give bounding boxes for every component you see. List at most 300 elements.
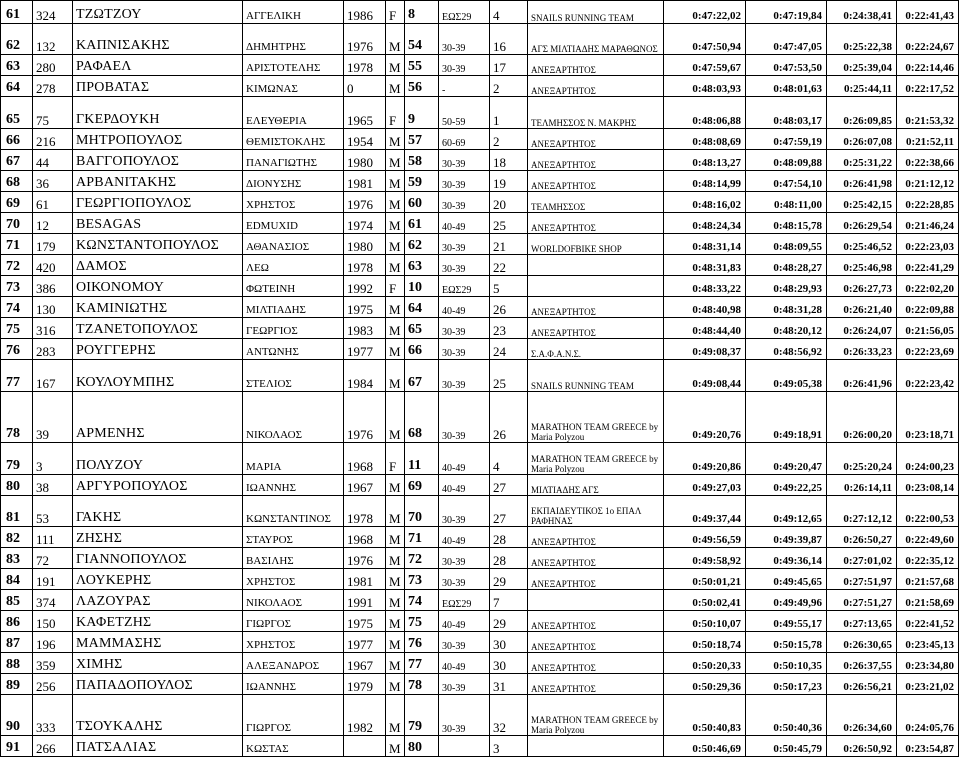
- split-2-cell: 0:23:45,13: [897, 632, 959, 653]
- firstname-cell: ΧΡΗΣΤΟΣ: [243, 192, 344, 213]
- split-2-cell: 0:21:12,12: [897, 171, 959, 192]
- net-time-cell: 0:49:55,17: [746, 611, 827, 632]
- birth-year-cell: 0: [344, 76, 386, 97]
- split-2-cell: 0:23:34,80: [897, 653, 959, 674]
- age-group-position-cell: 22: [490, 255, 528, 276]
- split-1-cell: 0:25:44,11: [827, 76, 897, 97]
- category-position-cell: 10: [405, 276, 439, 297]
- position-cell: 89: [1, 674, 33, 695]
- bib-cell: 278: [33, 76, 73, 97]
- split-1-cell: 0:27:01,02: [827, 548, 897, 569]
- firstname-cell: ΙΩΑΝΝΗΣ: [243, 475, 344, 496]
- position-cell: 67: [1, 150, 33, 171]
- category-position-cell: 66: [405, 339, 439, 360]
- gun-time-cell: 0:50:40,83: [664, 695, 746, 736]
- surname-cell: ΓΚΕΡΔΟΥΚΗ: [73, 97, 243, 129]
- firstname-cell: ΣΤΕΛΙΟΣ: [243, 360, 344, 392]
- category-position-cell: 59: [405, 171, 439, 192]
- age-group-cell: [439, 736, 490, 757]
- gun-time-cell: 0:50:02,41: [664, 590, 746, 611]
- position-cell: 91: [1, 736, 33, 757]
- firstname-cell: ΣΤΑΥΡΟΣ: [243, 527, 344, 548]
- split-2-cell: 0:22:14,46: [897, 55, 959, 76]
- table-row: [1, 736, 959, 757]
- net-time-cell: 0:49:20,47: [746, 443, 827, 475]
- net-time-cell: 0:47:53,50: [746, 55, 827, 76]
- sex-cell: M: [386, 339, 405, 360]
- table-row: [1, 276, 959, 297]
- sex-cell: M: [386, 192, 405, 213]
- birth-year-cell: 1976: [344, 392, 386, 443]
- gun-time-cell: 0:49:56,59: [664, 527, 746, 548]
- age-group-position-cell: 24: [490, 339, 528, 360]
- age-group-position-cell: 4: [490, 1, 528, 24]
- category-position-cell: 73: [405, 569, 439, 590]
- table-row: [1, 569, 959, 590]
- category-position-cell: 72: [405, 548, 439, 569]
- gun-time-cell: 0:50:18,74: [664, 632, 746, 653]
- category-position-cell: 77: [405, 653, 439, 674]
- split-2-cell: 0:23:18,71: [897, 392, 959, 443]
- bib-cell: 111: [33, 527, 73, 548]
- position-cell: 62: [1, 24, 33, 55]
- surname-cell: ΡΑΦΑΕΛ: [73, 55, 243, 76]
- club-cell: ΑΓΣ ΜΙΛΤΙΑΔΗΣ ΜΑΡΑΘΩΝΟΣ: [528, 24, 664, 55]
- age-group-position-cell: 32: [490, 695, 528, 736]
- gun-time-cell: 0:50:10,07: [664, 611, 746, 632]
- category-position-cell: 60: [405, 192, 439, 213]
- net-time-cell: 0:50:45,79: [746, 736, 827, 757]
- position-cell: 87: [1, 632, 33, 653]
- table-row: [1, 76, 959, 97]
- position-cell: 68: [1, 171, 33, 192]
- age-group-position-cell: 26: [490, 392, 528, 443]
- table-row: [1, 695, 959, 736]
- age-group-position-cell: 2: [490, 76, 528, 97]
- gun-time-cell: 0:49:20,76: [664, 392, 746, 443]
- birth-year-cell: 1976: [344, 24, 386, 55]
- age-group-cell: -: [439, 76, 490, 97]
- split-2-cell: 0:22:02,20: [897, 276, 959, 297]
- net-time-cell: 0:47:19,84: [746, 1, 827, 24]
- net-time-cell: 0:48:20,12: [746, 318, 827, 339]
- firstname-cell: ΑΘΑΝΑΣΙΟΣ: [243, 234, 344, 255]
- age-group-cell: 30-39: [439, 255, 490, 276]
- age-group-position-cell: 4: [490, 443, 528, 475]
- net-time-cell: 0:48:09,88: [746, 150, 827, 171]
- firstname-cell: ΔΙΟΝΥΣΗΣ: [243, 171, 344, 192]
- firstname-cell: ΓΙΩΡΓΟΣ: [243, 695, 344, 736]
- bib-cell: 333: [33, 695, 73, 736]
- split-2-cell: 0:22:38,66: [897, 150, 959, 171]
- age-group-cell: 30-39: [439, 192, 490, 213]
- split-1-cell: 0:25:42,15: [827, 192, 897, 213]
- category-position-cell: 57: [405, 129, 439, 150]
- bib-cell: 179: [33, 234, 73, 255]
- category-position-cell: 67: [405, 360, 439, 392]
- club-cell: ΤΕΛΜΗΣΣΟΣ: [528, 192, 664, 213]
- category-position-cell: 71: [405, 527, 439, 548]
- gun-time-cell: 0:50:29,36: [664, 674, 746, 695]
- age-group-cell: 30-39: [439, 339, 490, 360]
- age-group-position-cell: 31: [490, 674, 528, 695]
- net-time-cell: 0:48:03,17: [746, 97, 827, 129]
- age-group-cell: 30-39: [439, 24, 490, 55]
- split-2-cell: 0:22:00,53: [897, 496, 959, 527]
- sex-cell: M: [386, 632, 405, 653]
- table-row: [1, 496, 959, 527]
- net-time-cell: 0:49:45,65: [746, 569, 827, 590]
- results-body: [1, 1, 959, 757]
- surname-cell: ΒΑΓΓΟΠΟΥΛΟΣ: [73, 150, 243, 171]
- category-position-cell: 56: [405, 76, 439, 97]
- sex-cell: M: [386, 255, 405, 276]
- club-cell: [528, 276, 664, 297]
- birth-year-cell: 1965: [344, 97, 386, 129]
- sex-cell: M: [386, 569, 405, 590]
- split-1-cell: 0:26:56,21: [827, 674, 897, 695]
- club-cell: [528, 255, 664, 276]
- net-time-cell: 0:48:28,27: [746, 255, 827, 276]
- age-group-cell: 30-39: [439, 55, 490, 76]
- split-1-cell: 0:26:09,85: [827, 97, 897, 129]
- age-group-cell: 60-69: [439, 129, 490, 150]
- split-1-cell: 0:26:37,55: [827, 653, 897, 674]
- sex-cell: M: [386, 129, 405, 150]
- category-position-cell: 58: [405, 150, 439, 171]
- category-position-cell: 69: [405, 475, 439, 496]
- table-row: [1, 1, 959, 24]
- category-position-cell: 75: [405, 611, 439, 632]
- position-cell: 65: [1, 97, 33, 129]
- bib-cell: 191: [33, 569, 73, 590]
- category-position-cell: 68: [405, 392, 439, 443]
- gun-time-cell: 0:49:58,92: [664, 548, 746, 569]
- position-cell: 76: [1, 339, 33, 360]
- bib-cell: 61: [33, 192, 73, 213]
- age-group-position-cell: 25: [490, 360, 528, 392]
- split-1-cell: 0:26:41,98: [827, 171, 897, 192]
- club-cell: ΑΝΕΞΑΡΤΗΤΟΣ: [528, 213, 664, 234]
- position-cell: 83: [1, 548, 33, 569]
- firstname-cell: ΝΙΚΟΛΑΟΣ: [243, 590, 344, 611]
- table-row: [1, 255, 959, 276]
- category-position-cell: 11: [405, 443, 439, 475]
- firstname-cell: ΚΩΣΤΑΣ: [243, 736, 344, 757]
- category-position-cell: 74: [405, 590, 439, 611]
- club-cell: ΑΝΕΞΑΡΤΗΤΟΣ: [528, 76, 664, 97]
- split-2-cell: 0:22:23,03: [897, 234, 959, 255]
- category-position-cell: 70: [405, 496, 439, 527]
- gun-time-cell: 0:47:50,94: [664, 24, 746, 55]
- age-group-position-cell: 17: [490, 55, 528, 76]
- gun-time-cell: 0:50:46,69: [664, 736, 746, 757]
- split-2-cell: 0:21:56,05: [897, 318, 959, 339]
- club-cell: ΑΝΕΞΑΡΤΗΤΟΣ: [528, 55, 664, 76]
- age-group-cell: 30-39: [439, 360, 490, 392]
- net-time-cell: 0:48:56,92: [746, 339, 827, 360]
- split-2-cell: 0:22:28,85: [897, 192, 959, 213]
- bib-cell: 36: [33, 171, 73, 192]
- net-time-cell: 0:47:59,19: [746, 129, 827, 150]
- surname-cell: ΟΙΚΟΝΟΜΟΥ: [73, 276, 243, 297]
- table-row: [1, 150, 959, 171]
- firstname-cell: ΧΡΗΣΤΟΣ: [243, 632, 344, 653]
- firstname-cell: ΜΙΛΤΙΑΔΗΣ: [243, 297, 344, 318]
- bib-cell: 316: [33, 318, 73, 339]
- gun-time-cell: 0:48:03,93: [664, 76, 746, 97]
- surname-cell: ΡΟΥΓΓΕΡΗΣ: [73, 339, 243, 360]
- club-cell: ΑΝΕΞΑΡΤΗΤΟΣ: [528, 318, 664, 339]
- split-2-cell: 0:21:46,24: [897, 213, 959, 234]
- split-1-cell: 0:25:46,98: [827, 255, 897, 276]
- table-row: [1, 24, 959, 55]
- gun-time-cell: 0:49:20,86: [664, 443, 746, 475]
- split-1-cell: 0:27:13,65: [827, 611, 897, 632]
- firstname-cell: ΛΕΩ: [243, 255, 344, 276]
- age-group-cell: 30-39: [439, 674, 490, 695]
- table-row: [1, 213, 959, 234]
- gun-time-cell: 0:48:33,22: [664, 276, 746, 297]
- surname-cell: ΤΖΑΝΕΤΟΠΟΥΛΟΣ: [73, 318, 243, 339]
- gun-time-cell: 0:49:08,44: [664, 360, 746, 392]
- table-row: [1, 611, 959, 632]
- firstname-cell: ΘΕΜΙΣΤΟΚΛΗΣ: [243, 129, 344, 150]
- birth-year-cell: 1979: [344, 674, 386, 695]
- split-1-cell: 0:26:34,60: [827, 695, 897, 736]
- split-2-cell: 0:22:09,88: [897, 297, 959, 318]
- age-group-position-cell: 18: [490, 150, 528, 171]
- firstname-cell: ΚΩΝΣΤΑΝΤΙΝΟΣ: [243, 496, 344, 527]
- gun-time-cell: 0:50:20,33: [664, 653, 746, 674]
- split-1-cell: 0:25:46,52: [827, 234, 897, 255]
- table-row: [1, 674, 959, 695]
- gun-time-cell: 0:48:40,98: [664, 297, 746, 318]
- sex-cell: M: [386, 55, 405, 76]
- gun-time-cell: 0:48:08,69: [664, 129, 746, 150]
- surname-cell: ΛΟΥΚΕΡΗΣ: [73, 569, 243, 590]
- net-time-cell: 0:47:54,10: [746, 171, 827, 192]
- sex-cell: F: [386, 1, 405, 24]
- split-1-cell: 0:24:38,41: [827, 1, 897, 24]
- club-cell: ΑΝΕΞΑΡΤΗΤΟΣ: [528, 150, 664, 171]
- split-2-cell: 0:24:05,76: [897, 695, 959, 736]
- bib-cell: 386: [33, 276, 73, 297]
- surname-cell: ΔΑΜΟΣ: [73, 255, 243, 276]
- split-1-cell: 0:26:24,07: [827, 318, 897, 339]
- split-2-cell: 0:22:17,52: [897, 76, 959, 97]
- club-cell: ΑΝΕΞΑΡΤΗΤΟΣ: [528, 548, 664, 569]
- split-1-cell: 0:26:29,54: [827, 213, 897, 234]
- bib-cell: 72: [33, 548, 73, 569]
- split-2-cell: 0:23:21,02: [897, 674, 959, 695]
- category-position-cell: 80: [405, 736, 439, 757]
- table-row: [1, 318, 959, 339]
- position-cell: 86: [1, 611, 33, 632]
- position-cell: 61: [1, 1, 33, 24]
- sex-cell: F: [386, 97, 405, 129]
- surname-cell: ΠΡΟΒΑΤΑΣ: [73, 76, 243, 97]
- split-2-cell: 0:22:24,67: [897, 24, 959, 55]
- birth-year-cell: 1976: [344, 192, 386, 213]
- surname-cell: ΠΑΤΣΑΛΙΑΣ: [73, 736, 243, 757]
- category-position-cell: 61: [405, 213, 439, 234]
- position-cell: 72: [1, 255, 33, 276]
- club-cell: SNAILS RUNNING TEAM: [528, 360, 664, 392]
- age-group-cell: 30-39: [439, 548, 490, 569]
- surname-cell: ΖΗΣΗΣ: [73, 527, 243, 548]
- gun-time-cell: 0:47:22,02: [664, 1, 746, 24]
- firstname-cell: EDMUXID: [243, 213, 344, 234]
- split-1-cell: 0:26:21,40: [827, 297, 897, 318]
- bib-cell: 39: [33, 392, 73, 443]
- firstname-cell: ΑΓΓΕΛΙΚΗ: [243, 1, 344, 24]
- bib-cell: 75: [33, 97, 73, 129]
- birth-year-cell: 1986: [344, 1, 386, 24]
- split-1-cell: 0:26:07,08: [827, 129, 897, 150]
- age-group-cell: 40-49: [439, 443, 490, 475]
- category-position-cell: 54: [405, 24, 439, 55]
- net-time-cell: 0:50:10,35: [746, 653, 827, 674]
- surname-cell: ΑΡΒΑΝΙΤΑΚΗΣ: [73, 171, 243, 192]
- category-position-cell: 62: [405, 234, 439, 255]
- sex-cell: M: [386, 653, 405, 674]
- bib-cell: 44: [33, 150, 73, 171]
- age-group-cell: ΕΩΣ29: [439, 590, 490, 611]
- sex-cell: M: [386, 611, 405, 632]
- sex-cell: F: [386, 443, 405, 475]
- bib-cell: 132: [33, 24, 73, 55]
- age-group-cell: 30-39: [439, 234, 490, 255]
- split-1-cell: 0:27:12,12: [827, 496, 897, 527]
- position-cell: 71: [1, 234, 33, 255]
- birth-year-cell: 1968: [344, 527, 386, 548]
- firstname-cell: ΔΗΜΗΤΡΗΣ: [243, 24, 344, 55]
- net-time-cell: 0:48:09,55: [746, 234, 827, 255]
- sex-cell: M: [386, 171, 405, 192]
- category-position-cell: 65: [405, 318, 439, 339]
- birth-year-cell: 1978: [344, 255, 386, 276]
- position-cell: 81: [1, 496, 33, 527]
- net-time-cell: 0:48:15,78: [746, 213, 827, 234]
- age-group-position-cell: 28: [490, 548, 528, 569]
- position-cell: 90: [1, 695, 33, 736]
- position-cell: 75: [1, 318, 33, 339]
- net-time-cell: 0:48:31,28: [746, 297, 827, 318]
- gun-time-cell: 0:48:13,27: [664, 150, 746, 171]
- split-1-cell: 0:26:41,96: [827, 360, 897, 392]
- gun-time-cell: 0:48:16,02: [664, 192, 746, 213]
- bib-cell: 216: [33, 129, 73, 150]
- bib-cell: 374: [33, 590, 73, 611]
- age-group-position-cell: 5: [490, 276, 528, 297]
- birth-year-cell: 1967: [344, 653, 386, 674]
- birth-year-cell: 1981: [344, 569, 386, 590]
- gun-time-cell: 0:48:31,14: [664, 234, 746, 255]
- age-group-position-cell: 29: [490, 611, 528, 632]
- birth-year-cell: 1978: [344, 55, 386, 76]
- birth-year-cell: [344, 736, 386, 757]
- table-row: [1, 527, 959, 548]
- age-group-cell: ΕΩΣ29: [439, 276, 490, 297]
- net-time-cell: 0:50:15,78: [746, 632, 827, 653]
- table-row: [1, 632, 959, 653]
- birth-year-cell: 1976: [344, 548, 386, 569]
- split-2-cell: 0:22:35,12: [897, 548, 959, 569]
- bib-cell: 283: [33, 339, 73, 360]
- bib-cell: 38: [33, 475, 73, 496]
- sex-cell: M: [386, 695, 405, 736]
- club-cell: WORLDOFBIKE SHOP: [528, 234, 664, 255]
- birth-year-cell: 1984: [344, 360, 386, 392]
- club-cell: ΑΝΕΞΑΡΤΗΤΟΣ: [528, 527, 664, 548]
- club-cell: ΜΙΛΤΙΑΔΗΣ ΑΓΣ: [528, 475, 664, 496]
- birth-year-cell: 1978: [344, 496, 386, 527]
- bib-cell: 167: [33, 360, 73, 392]
- birth-year-cell: 1982: [344, 695, 386, 736]
- age-group-position-cell: 1: [490, 97, 528, 129]
- split-2-cell: 0:22:41,52: [897, 611, 959, 632]
- split-1-cell: 0:26:14,11: [827, 475, 897, 496]
- sex-cell: M: [386, 548, 405, 569]
- sex-cell: M: [386, 297, 405, 318]
- club-cell: ΑΝΕΞΑΡΤΗΤΟΣ: [528, 653, 664, 674]
- net-time-cell: 0:49:22,25: [746, 475, 827, 496]
- sex-cell: M: [386, 213, 405, 234]
- sex-cell: M: [386, 475, 405, 496]
- split-1-cell: 0:26:00,20: [827, 392, 897, 443]
- net-time-cell: 0:48:01,63: [746, 76, 827, 97]
- surname-cell: ΧΙΜΗΣ: [73, 653, 243, 674]
- split-2-cell: 0:23:54,87: [897, 736, 959, 757]
- birth-year-cell: 1981: [344, 171, 386, 192]
- club-cell: MARATHON TEAM GREECE by Maria Polyzou: [528, 443, 664, 475]
- split-2-cell: 0:21:52,11: [897, 129, 959, 150]
- club-cell: Σ.Α.Φ.Α.Ν.Σ.: [528, 339, 664, 360]
- sex-cell: M: [386, 318, 405, 339]
- category-position-cell: 64: [405, 297, 439, 318]
- birth-year-cell: 1980: [344, 234, 386, 255]
- split-2-cell: 0:22:41,43: [897, 1, 959, 24]
- table-row: [1, 339, 959, 360]
- gun-time-cell: 0:48:14,99: [664, 171, 746, 192]
- firstname-cell: ΕΛΕΥΘΕΡΙΑ: [243, 97, 344, 129]
- position-cell: 73: [1, 276, 33, 297]
- gun-time-cell: 0:49:08,37: [664, 339, 746, 360]
- surname-cell: ΓΕΩΡΓΙΟΠΟΥΛΟΣ: [73, 192, 243, 213]
- age-group-position-cell: 27: [490, 475, 528, 496]
- table-row: [1, 360, 959, 392]
- firstname-cell: ΦΩΤΕΙΝΗ: [243, 276, 344, 297]
- club-cell: ΑΝΕΞΑΡΤΗΤΟΣ: [528, 632, 664, 653]
- table-row: [1, 548, 959, 569]
- table-row: [1, 192, 959, 213]
- surname-cell: ΛΑΖΟΥΡΑΣ: [73, 590, 243, 611]
- net-time-cell: 0:49:18,91: [746, 392, 827, 443]
- split-2-cell: 0:22:23,69: [897, 339, 959, 360]
- age-group-cell: 30-39: [439, 150, 490, 171]
- birth-year-cell: 1977: [344, 632, 386, 653]
- sex-cell: M: [386, 736, 405, 757]
- bib-cell: 256: [33, 674, 73, 695]
- club-cell: [528, 736, 664, 757]
- position-cell: 66: [1, 129, 33, 150]
- bib-cell: 196: [33, 632, 73, 653]
- age-group-cell: 50-59: [439, 97, 490, 129]
- firstname-cell: ΙΩΑΝΝΗΣ: [243, 674, 344, 695]
- position-cell: 69: [1, 192, 33, 213]
- split-2-cell: 0:21:53,32: [897, 97, 959, 129]
